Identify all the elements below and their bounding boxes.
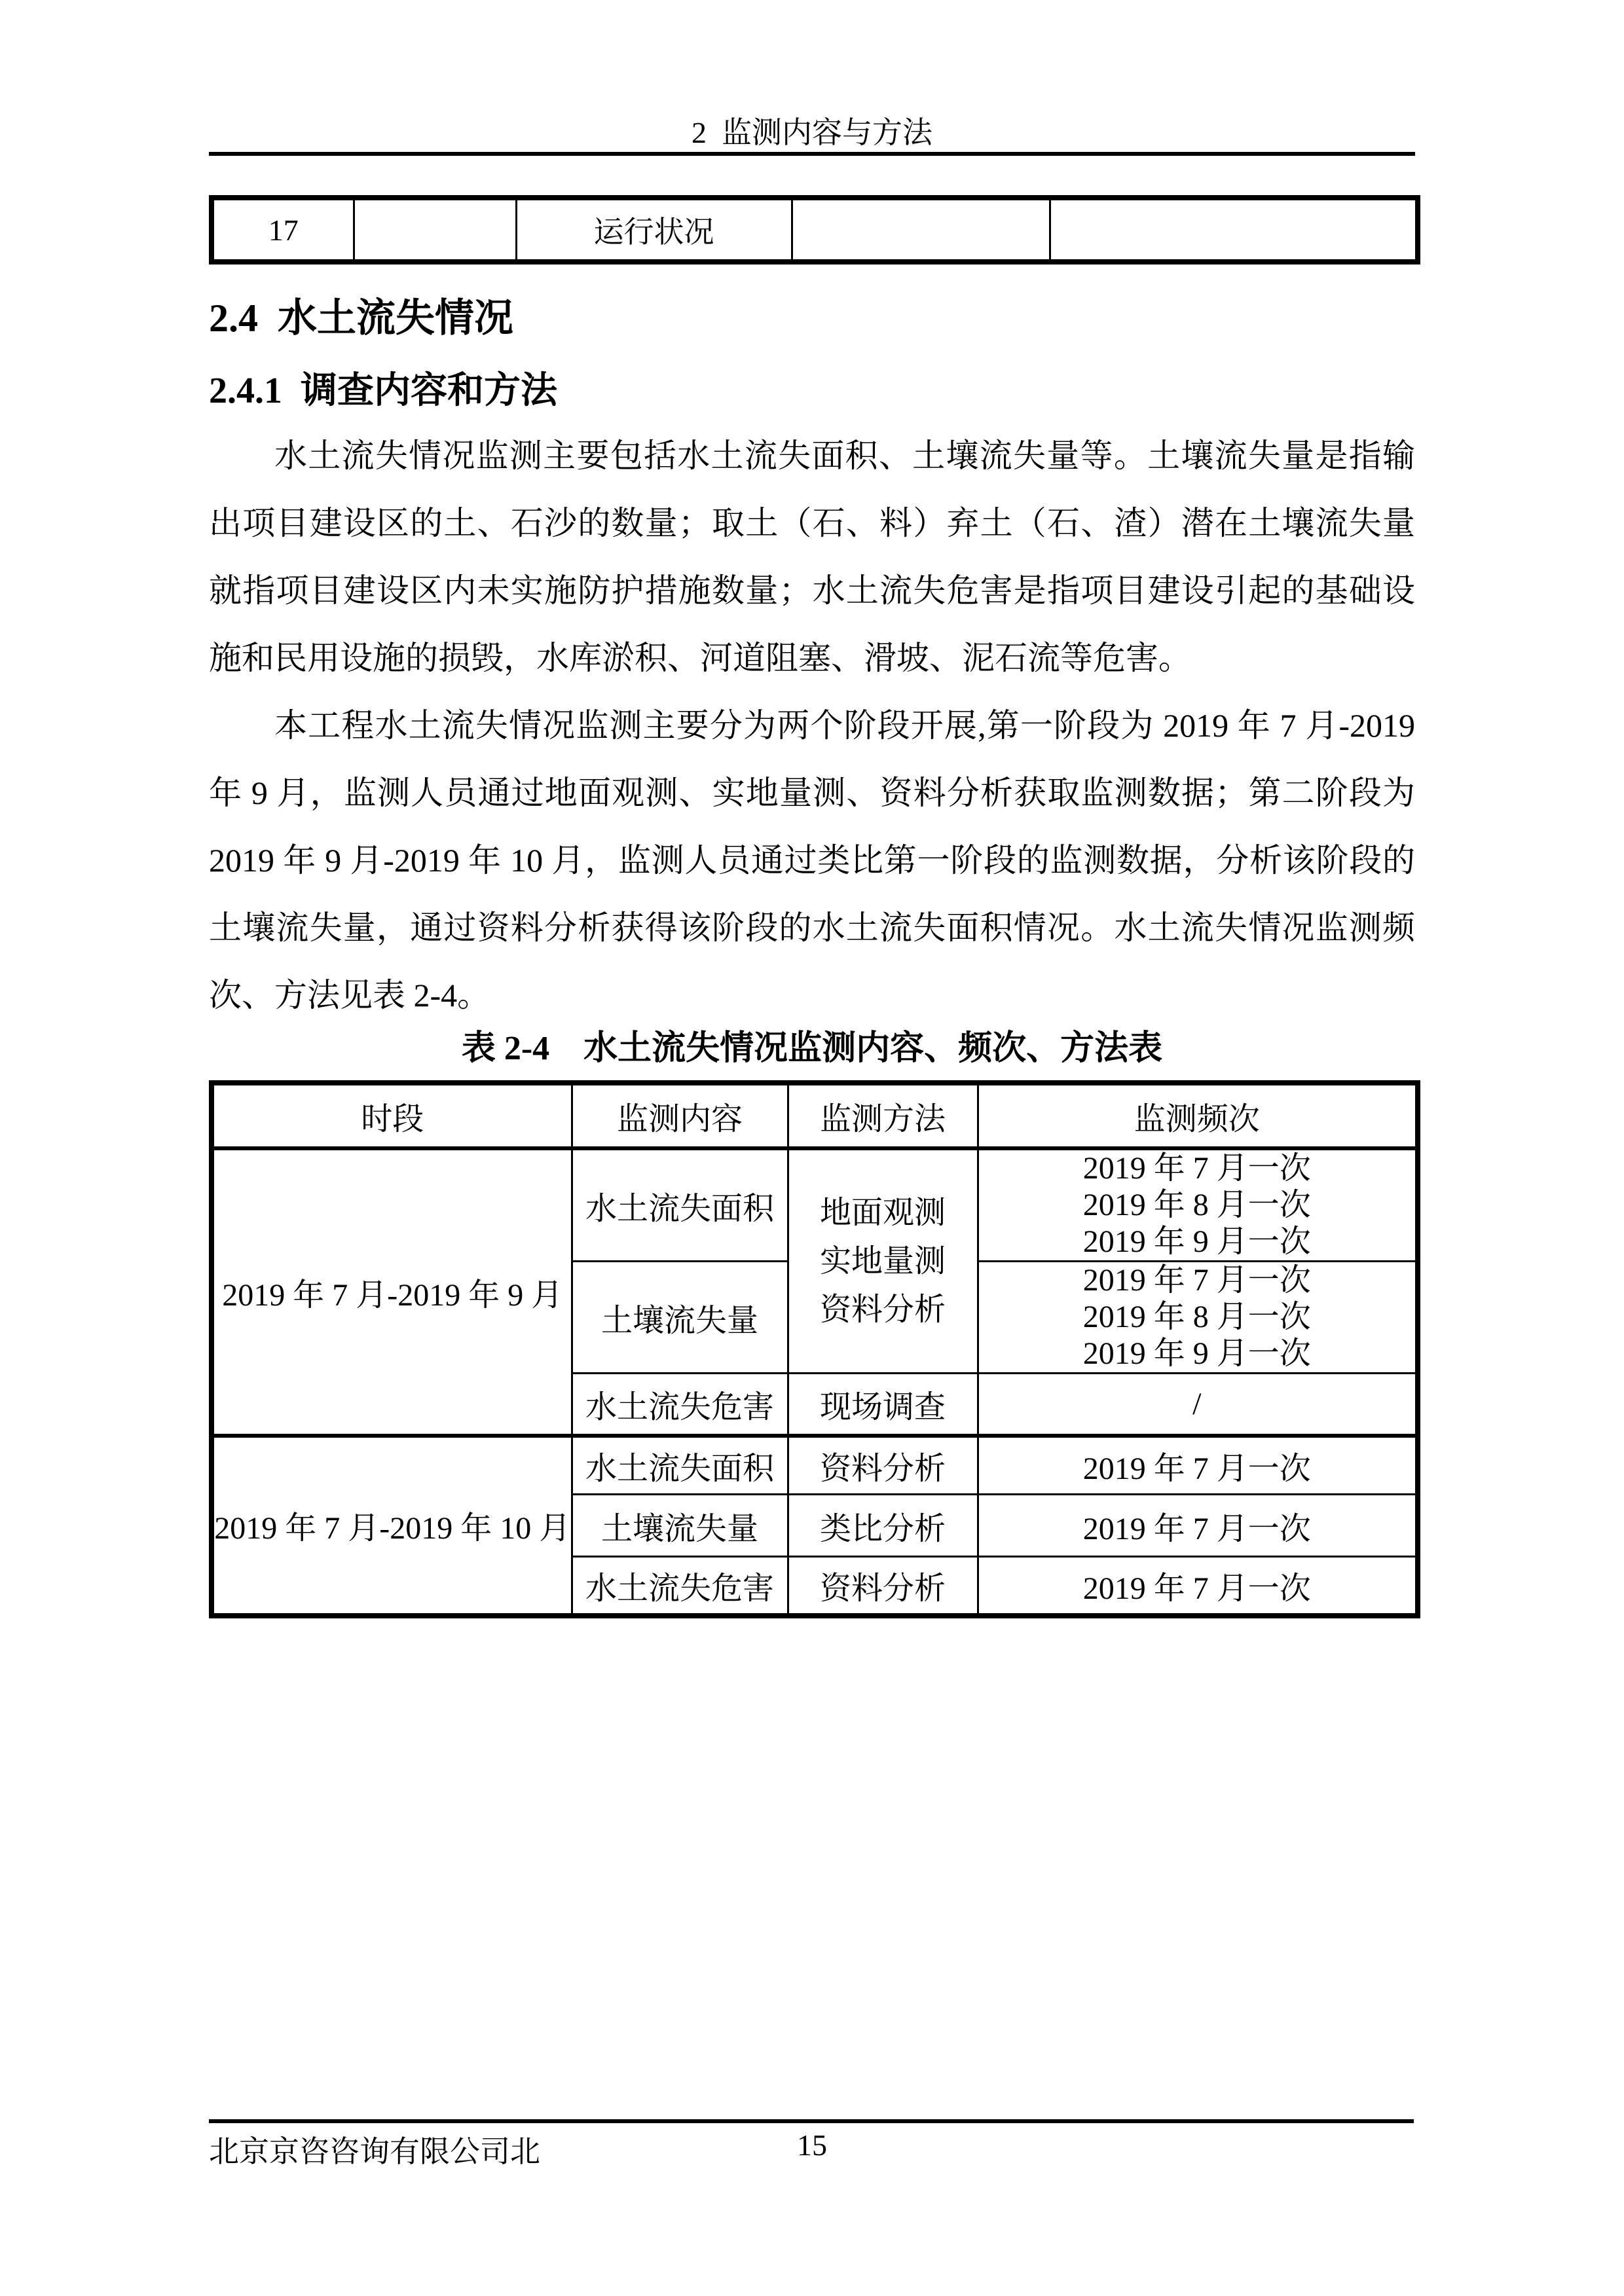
method-merged-cell	[788, 1148, 978, 1374]
footer-rule	[209, 2119, 1414, 2123]
method-cell: 类比分析	[788, 1495, 978, 1557]
content-cell: 水土流失面积	[572, 1436, 788, 1495]
content-cell: 水土流失危害	[572, 1557, 788, 1616]
frequency-line: 2019 年 8 月一次	[1082, 1300, 1311, 1334]
col-header-period: 时段	[212, 1083, 572, 1148]
frequency-line: 2019 年 9 月一次	[1082, 1224, 1311, 1259]
col-header-content: 监测内容	[572, 1083, 788, 1148]
table-row	[212, 1148, 1418, 1262]
method-line: 资料分析	[819, 1292, 946, 1327]
table-row	[212, 1436, 1418, 1495]
frequency-cell	[978, 1148, 1418, 1262]
footer-company: 北京京咨咨询有限公司北	[209, 2135, 540, 2168]
frequency-cell: 2019 年 7 月一次	[978, 1436, 1418, 1495]
frequency-line: 2019 年 7 月一次	[1082, 1151, 1311, 1186]
paragraph-2: 本工程水土流失情况监测主要分为两个阶段开展,第一阶段为 2019 年 7 月-2019 年 9 月，监测人员通过地面观测、实地量测、资料分析获取监测数据；第二阶段为 2019 年 9 月-2019 年 10 月，监测人员通过类比第一阶段的监测数据，分析该阶段的土壤流失量，通过资料分析获得该阶段的水土流失面积情况。水土流失情况监测频次、方法见表 2-4。	[209, 707, 1415, 1013]
frequency-cell: 2019 年 7 月一次	[978, 1557, 1418, 1616]
empty-cell	[1050, 198, 1418, 262]
header-rule	[209, 152, 1415, 156]
subsection-heading-2-4-1: 2.4.1 调查内容和方法	[209, 371, 557, 411]
method-line: 地面观测	[819, 1195, 946, 1230]
table-2-4-caption: 表 2-4 水土流失情况监测内容、频次、方法表	[461, 1030, 1163, 1067]
carryover-table	[209, 195, 1420, 264]
carryover-row	[212, 198, 1418, 262]
section-heading-2-4: 2.4 水土流失情况	[209, 297, 513, 340]
frequency-cell	[978, 1262, 1418, 1374]
frequency-line: 2019 年 7 月一次	[1082, 1263, 1311, 1298]
content-cell: 土壤流失量	[572, 1262, 788, 1374]
content-cell: 土壤流失量	[572, 1495, 788, 1557]
operation-status-cell: 运行状况	[516, 198, 792, 262]
monitoring-table	[209, 1080, 1420, 1618]
paragraph-1: 水土流失情况监测主要包括水土流失面积、土壤流失量等。土壤流失量是指输出项目建设区的土、石沙的数量；取土（石、料）弃土（石、渣）潜在土壤流失量就指项目建设区内未实施防护措施数量；水土流失危害是指项目建设引起的基础设施和民用设施的损毁，水库淤积、河道阻塞、滑坡、泥石流等危害。	[209, 437, 1415, 676]
page-number: 15	[797, 2128, 827, 2162]
col-header-method: 监测方法	[788, 1083, 978, 1148]
empty-cell	[792, 198, 1050, 262]
frequency-cell: 2019 年 7 月一次	[978, 1495, 1418, 1557]
page-header-title: 2 监测内容与方法	[692, 116, 932, 149]
content-cell: 水土流失面积	[572, 1148, 788, 1262]
method-cell: 资料分析	[788, 1557, 978, 1616]
method-cell: 资料分析	[788, 1436, 978, 1495]
method-cell: 现场调查	[788, 1374, 978, 1436]
frequency-cell: /	[978, 1374, 1418, 1436]
frequency-line: 2019 年 8 月一次	[1082, 1188, 1311, 1222]
table-header-row	[212, 1083, 1418, 1148]
period-2-cell: 2019 年 7 月-2019 年 10 月	[212, 1436, 572, 1616]
empty-cell	[354, 198, 516, 262]
content-cell: 水土流失危害	[572, 1374, 788, 1436]
col-header-frequency: 监测频次	[978, 1083, 1418, 1148]
row-number-cell: 17	[212, 198, 354, 262]
method-line: 实地量测	[819, 1243, 946, 1279]
frequency-line: 2019 年 9 月一次	[1082, 1336, 1311, 1371]
period-1-cell: 2019 年 7 月-2019 年 9 月	[212, 1148, 572, 1436]
